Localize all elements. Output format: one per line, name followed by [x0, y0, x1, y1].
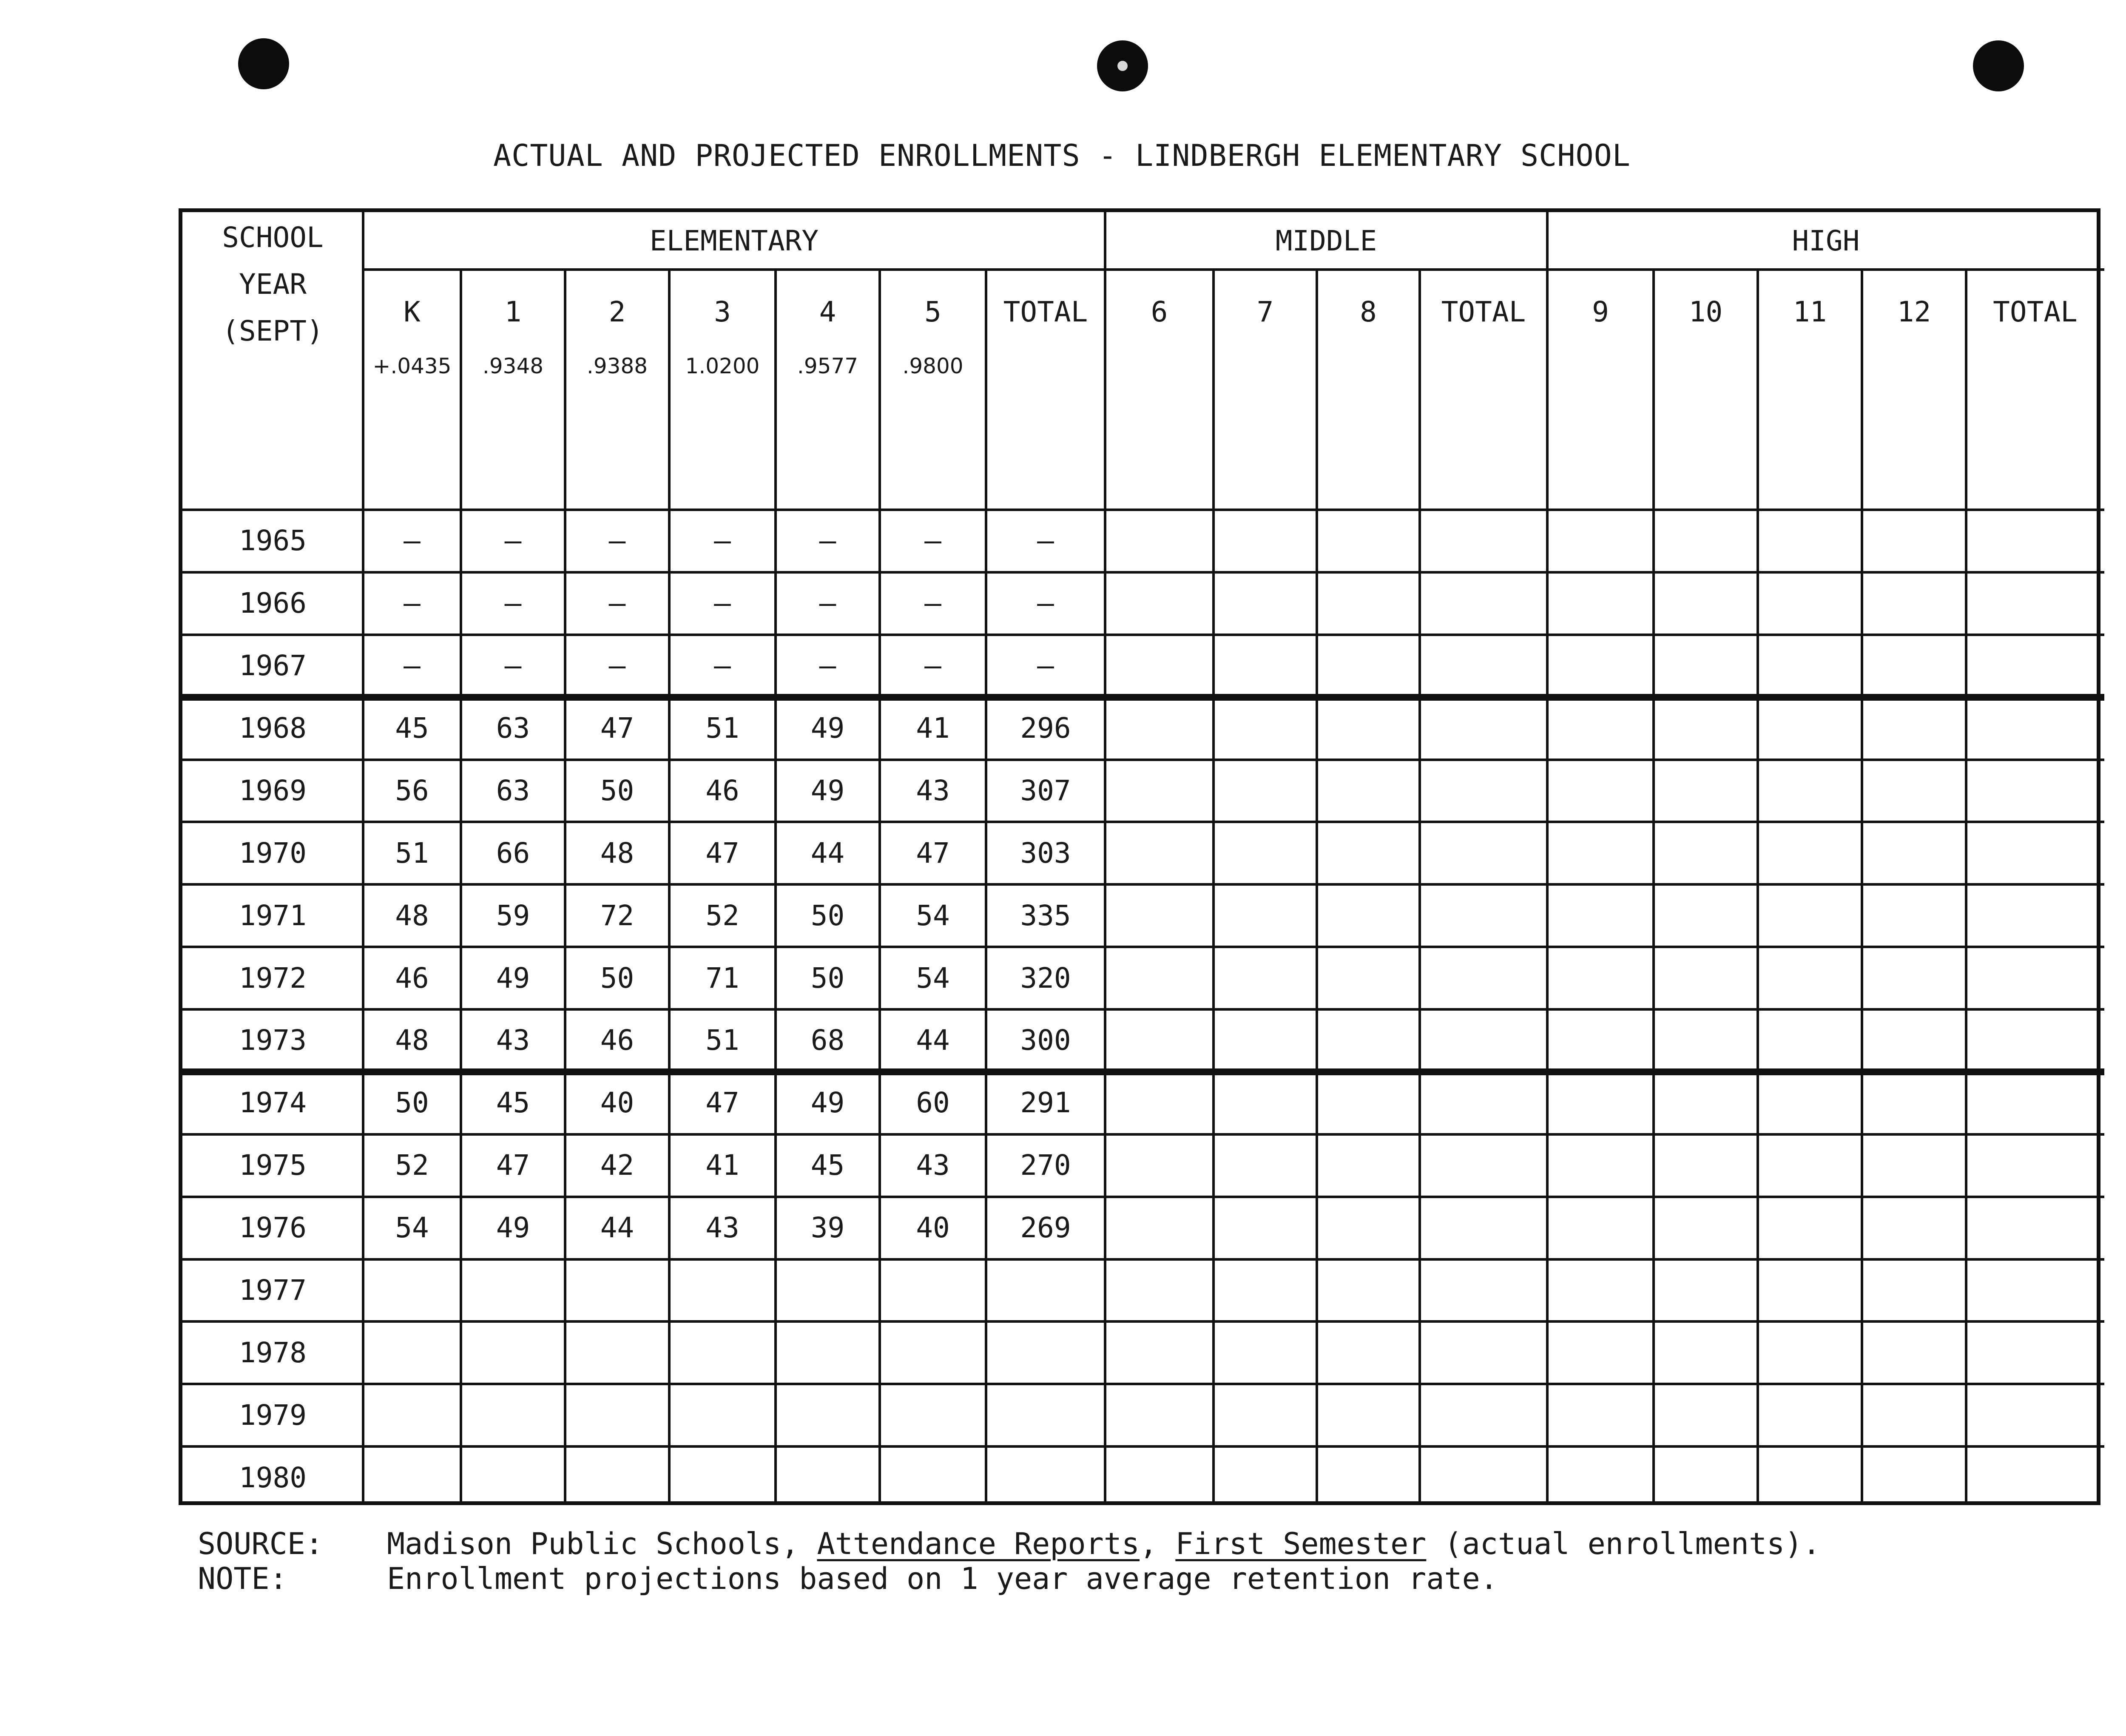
group-header-middle: MIDDLE — [1275, 224, 1377, 257]
enrollment-cell: 45 — [395, 712, 429, 745]
enrollment-cell: 56 — [395, 774, 429, 807]
column-header: 12 — [1897, 295, 1931, 328]
enrollment-cell: 54 — [916, 961, 950, 994]
row-divider — [182, 1008, 2104, 1011]
row-divider — [182, 821, 2104, 823]
column-header: 1 — [504, 295, 522, 328]
enrollment-cell: 307 — [1020, 774, 1071, 807]
enrollment-cell: 335 — [1020, 899, 1071, 932]
enrollment-cell: – — [819, 587, 836, 620]
enrollment-cell: 50 — [600, 961, 634, 994]
school-year-cell: 1978 — [239, 1336, 307, 1369]
enrollment-cell: 320 — [1020, 961, 1071, 994]
column-header: K — [404, 295, 421, 328]
enrollment-cell: – — [819, 649, 836, 682]
enrollment-cell: – — [1037, 524, 1054, 557]
year-column-header: SCHOOL — [222, 221, 324, 254]
source-post: (actual enrollments). — [1426, 1526, 1821, 1561]
enrollment-cell: 291 — [1020, 1086, 1071, 1119]
enrollment-cell: – — [924, 649, 941, 682]
enrollment-cell: 63 — [496, 774, 530, 807]
enrollment-cell: 40 — [916, 1211, 950, 1244]
column-header: 8 — [1360, 295, 1377, 328]
group-header-high: HIGH — [1792, 224, 1860, 257]
enrollment-cell: 296 — [1020, 712, 1071, 745]
source-sep: , — [1140, 1526, 1176, 1561]
row-divider — [182, 571, 2104, 574]
enrollment-cell: 46 — [600, 1024, 634, 1057]
enrollment-cell: 51 — [395, 836, 429, 869]
school-year-cell: 1980 — [239, 1461, 307, 1494]
row-divider — [182, 883, 2104, 886]
column-header: TOTAL — [1993, 295, 2078, 328]
enrollment-cell: 47 — [705, 836, 739, 869]
school-year-cell: 1969 — [239, 774, 307, 807]
retention-rate: +.0435 — [372, 354, 452, 378]
enrollment-cell: 269 — [1020, 1211, 1071, 1244]
school-year-cell: 1972 — [239, 961, 307, 994]
enrollment-cell: 47 — [600, 712, 634, 745]
punch-hole-center — [1097, 40, 1148, 91]
source-label: SOURCE: — [198, 1526, 324, 1561]
retention-rate: .9388 — [586, 354, 648, 378]
punch-hole-left — [238, 38, 289, 89]
source-pre: Madison Public Schools, — [387, 1526, 817, 1561]
enrollment-cell: 59 — [496, 899, 530, 932]
enrollment-cell: 43 — [916, 774, 950, 807]
source-line — [198, 1526, 1821, 1561]
enrollment-cell: 52 — [395, 1149, 429, 1182]
enrollment-cell: – — [504, 587, 522, 620]
column-header: 3 — [714, 295, 731, 328]
enrollment-cell: 46 — [395, 961, 429, 994]
enrollment-cell: 44 — [600, 1211, 634, 1244]
enrollment-cell: 51 — [705, 712, 739, 745]
enrollment-cell: 43 — [496, 1024, 530, 1057]
note-text: Enrollment projections based on 1 year average retention rate. — [387, 1561, 1498, 1596]
note-label: NOTE: — [198, 1561, 287, 1596]
column-header: 4 — [819, 295, 836, 328]
school-year-cell: 1965 — [239, 524, 307, 557]
enrollment-cell: – — [504, 524, 522, 557]
school-year-cell: 1967 — [239, 649, 307, 682]
retention-rate: .9348 — [482, 354, 544, 378]
school-year-cell: 1966 — [239, 587, 307, 620]
enrollment-cell: 41 — [916, 712, 950, 745]
enrollment-cell: 270 — [1020, 1149, 1071, 1182]
enrollment-cell: 39 — [810, 1211, 845, 1244]
enrollment-cell: – — [924, 524, 941, 557]
row-divider — [182, 1196, 2104, 1198]
enrollment-cell: – — [404, 649, 421, 682]
section-divider-thick — [182, 1068, 2104, 1075]
retention-rate: .9577 — [797, 354, 858, 378]
enrollment-cell: – — [608, 524, 626, 557]
enrollment-cell: 68 — [810, 1024, 845, 1057]
enrollment-cell: 60 — [916, 1086, 950, 1119]
enrollment-cell: 49 — [496, 1211, 530, 1244]
footer-notes — [198, 1526, 1821, 1596]
enrollment-cell: 63 — [496, 712, 530, 745]
enrollment-cell: 43 — [705, 1211, 739, 1244]
school-year-cell: 1971 — [239, 899, 307, 932]
row-divider — [182, 1383, 2104, 1385]
enrollment-cell: 52 — [705, 899, 739, 932]
school-year-cell: 1976 — [239, 1211, 307, 1244]
enrollment-cell: 300 — [1020, 1024, 1071, 1057]
enrollment-cell: 41 — [705, 1149, 739, 1182]
column-header: 11 — [1793, 295, 1827, 328]
enrollment-cell: 42 — [600, 1149, 634, 1182]
enrollment-cell: – — [714, 649, 731, 682]
source-attendance-reports: Attendance Reports — [817, 1526, 1140, 1561]
column-header: 5 — [924, 295, 941, 328]
column-header: 9 — [1592, 295, 1609, 328]
enrollment-cell: 50 — [810, 961, 845, 994]
enrollment-cell: 303 — [1020, 836, 1071, 869]
punch-hole-right — [1973, 40, 2024, 91]
enrollment-cell: 44 — [916, 1024, 950, 1057]
enrollment-cell: 54 — [395, 1211, 429, 1244]
enrollment-cell: 48 — [395, 1024, 429, 1057]
column-header: 10 — [1688, 295, 1723, 328]
enrollment-cell: 48 — [600, 836, 634, 869]
enrollment-cell: 71 — [705, 961, 739, 994]
enrollment-cell: – — [1037, 649, 1054, 682]
column-header: 6 — [1151, 295, 1168, 328]
row-divider — [182, 1320, 2104, 1323]
enrollment-cell: – — [404, 587, 421, 620]
school-year-cell: 1973 — [239, 1024, 307, 1057]
page-title: ACTUAL AND PROJECTED ENROLLMENTS - LINDBERGH ELEMENTARY SCHOOL — [493, 138, 1631, 173]
row-divider — [182, 1445, 2104, 1448]
enrollment-cell: 46 — [705, 774, 739, 807]
enrollment-cell: 45 — [496, 1086, 530, 1119]
enrollment-cell: – — [608, 649, 626, 682]
enrollment-cell: 49 — [810, 1086, 845, 1119]
column-header: 2 — [608, 295, 626, 328]
enrollment-cell: – — [924, 587, 941, 620]
column-divider — [1104, 212, 1106, 1501]
enrollment-cell: 49 — [810, 712, 845, 745]
enrollment-cell: 47 — [916, 836, 950, 869]
column-header: TOTAL — [1003, 295, 1088, 328]
enrollment-cell: 51 — [705, 1024, 739, 1057]
enrollment-cell: 50 — [600, 774, 634, 807]
year-column-header: YEAR — [239, 268, 307, 301]
school-year-cell: 1970 — [239, 836, 307, 869]
retention-rate: 1.0200 — [685, 354, 760, 378]
group-header-elementary: ELEMENTARY — [649, 224, 819, 257]
enrollment-cell: 50 — [810, 899, 845, 932]
school-year-cell: 1975 — [239, 1149, 307, 1182]
enrollment-cell: 45 — [810, 1149, 845, 1182]
year-column-header: (SEPT) — [222, 315, 324, 347]
enrollment-cell: 40 — [600, 1086, 634, 1119]
group-header-divider — [363, 268, 2104, 271]
section-divider-thick — [182, 694, 2104, 701]
enrollment-cell: 47 — [705, 1086, 739, 1119]
enrollment-cell: 48 — [395, 899, 429, 932]
row-divider — [182, 759, 2104, 761]
enrollment-cell: 50 — [395, 1086, 429, 1119]
school-year-cell: 1977 — [239, 1273, 307, 1307]
row-divider — [182, 1133, 2104, 1136]
retention-rate: .9800 — [902, 354, 964, 378]
enrollment-cell: 43 — [916, 1149, 950, 1182]
enrollment-cell: 47 — [496, 1149, 530, 1182]
enrollment-cell: – — [608, 587, 626, 620]
enrollment-cell: 54 — [916, 899, 950, 932]
enrollment-cell: – — [504, 649, 522, 682]
header-divider — [182, 509, 2104, 511]
school-year-cell: 1974 — [239, 1086, 307, 1119]
enrollment-cell: 72 — [600, 899, 634, 932]
enrollment-cell: 66 — [496, 836, 530, 869]
note-line — [198, 1561, 1821, 1596]
enrollment-cell: 49 — [496, 961, 530, 994]
source-first-semester: First Semester — [1175, 1526, 1427, 1561]
row-divider — [182, 946, 2104, 948]
enrollment-cell: – — [404, 524, 421, 557]
column-divider — [1546, 212, 1549, 1501]
enrollment-cell: – — [1037, 587, 1054, 620]
row-divider — [182, 634, 2104, 636]
column-header: 7 — [1256, 295, 1274, 328]
row-divider — [182, 1258, 2104, 1261]
enrollment-cell: 49 — [810, 774, 845, 807]
enrollment-cell: 44 — [810, 836, 845, 869]
school-year-cell: 1979 — [239, 1398, 307, 1432]
enrollment-cell: – — [714, 587, 731, 620]
school-year-cell: 1968 — [239, 712, 307, 745]
enrollment-cell: – — [714, 524, 731, 557]
column-header: TOTAL — [1441, 295, 1526, 328]
enrollment-cell: – — [819, 524, 836, 557]
enrollment-table — [179, 208, 2100, 1505]
